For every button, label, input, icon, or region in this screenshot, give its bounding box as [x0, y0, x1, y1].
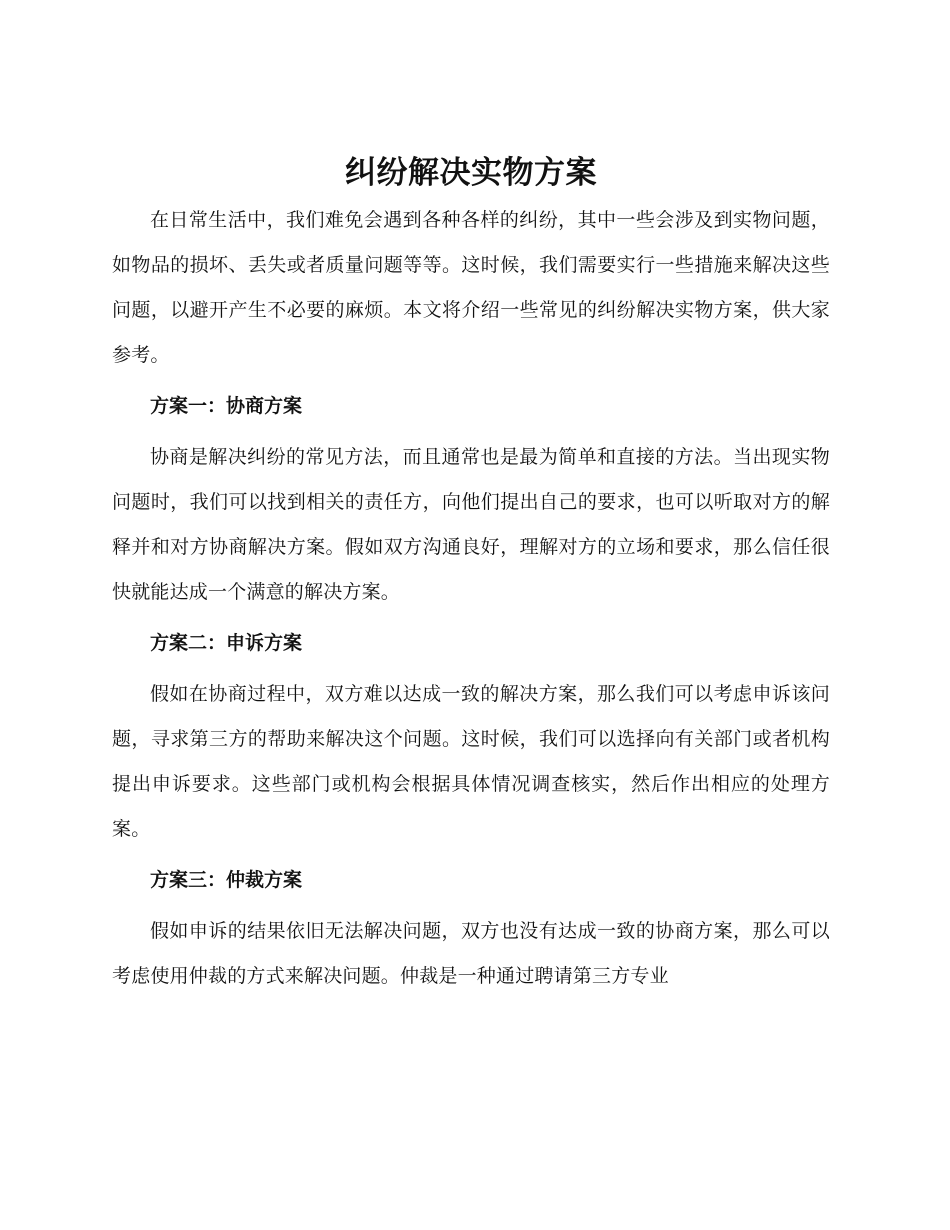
document-content	[112, 150, 830, 999]
section-body-2: 假如在协商过程中，双方难以达成一致的解决方案，那么我们可以考虑申诉该问题，寻求第三方的帮助来解决这个问题。这时候，我们可以选择向有关部门或者机构提出申诉要求。这些部门或机构会根据具体情况调查核实，然后作出相应的处理方案。	[112, 683, 830, 840]
section-body-1: 协商是解决纠纷的常见方法，而且通常也是最为简单和直接的方法。当出现实物问题时，我们可以找到相关的责任方，向他们提出自己的要求，也可以听取对方的解释并和对方协商解决方案。假如双方沟通良好，理解对方的立场和要求，那么信任很快就能达成一个满意的解决方案。	[112, 446, 830, 603]
intro-paragraph: 在日常生活中，我们难免会遇到各种各样的纠纷，其中一些会涉及到实物问题，如物品的损坏、丢失或者质量问题等等。这时候，我们需要实行一些措施来解决这些问题，以避开产生不必要的麻烦。本文将介绍一些常见的纠纷解决实物方案，供大家参考。	[112, 209, 830, 366]
section-heading-2: 方案二：申诉方案	[150, 632, 303, 654]
section-heading-1: 方案一：协商方案	[150, 395, 303, 417]
document-title: 纠纷解决实物方案	[345, 155, 597, 191]
section-heading-3: 方案三：仲裁方案	[150, 869, 303, 891]
section-body-3: 假如申诉的结果依旧无法解决问题，双方也没有达成一致的协商方案，那么可以考虑使用仲裁的方式来解决问题。仲裁是一种通过聘请第三方专业	[112, 920, 830, 987]
